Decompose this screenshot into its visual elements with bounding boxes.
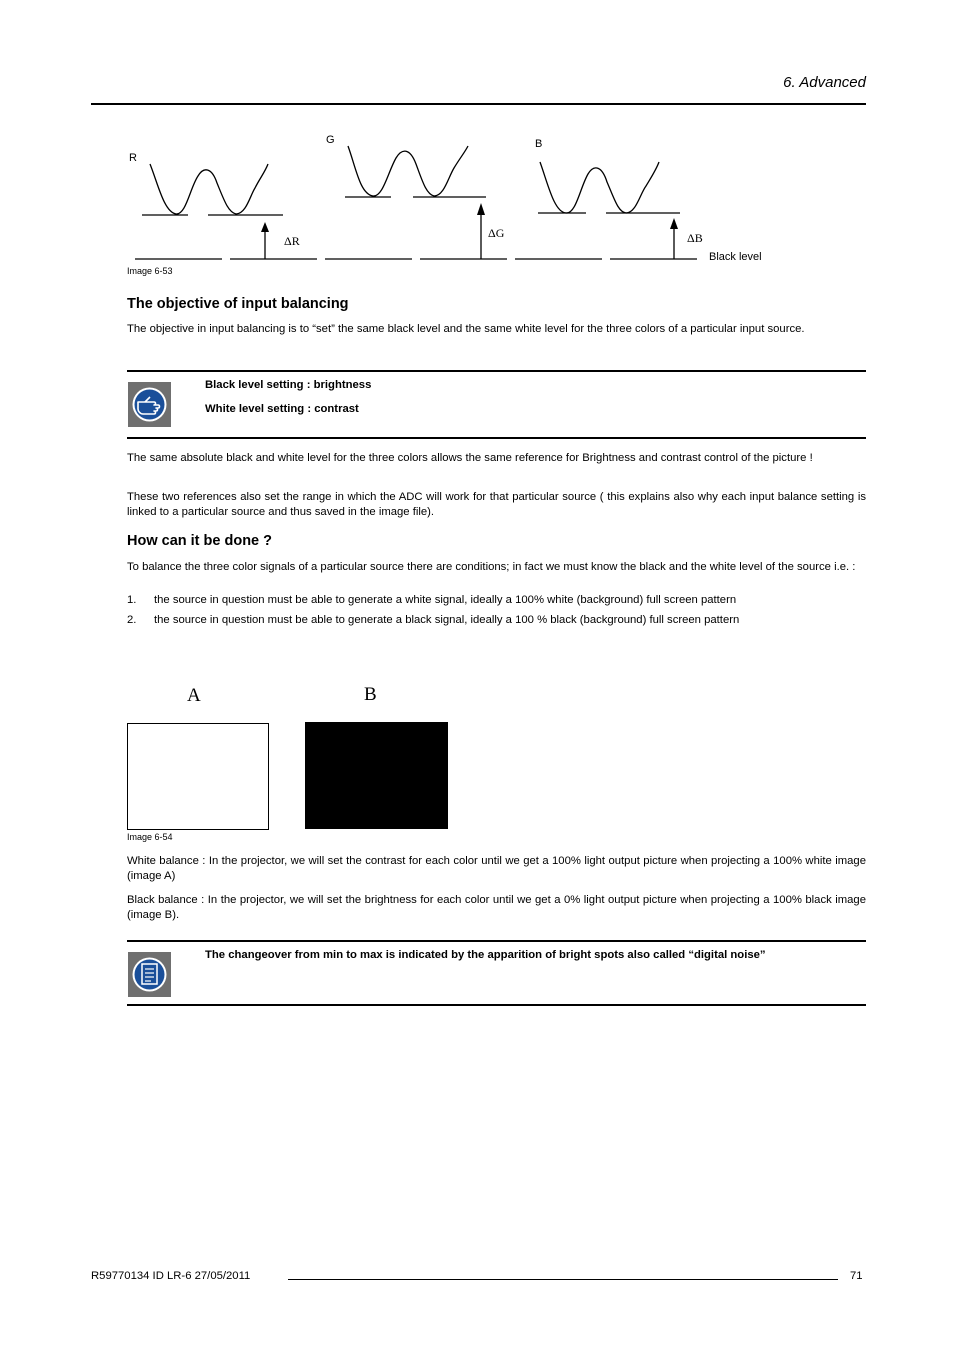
delta-r: ΔR bbox=[284, 234, 300, 248]
label-b: B bbox=[535, 138, 543, 150]
b-arrow-head bbox=[670, 218, 678, 229]
r-arrow-head bbox=[261, 222, 269, 232]
delta-g: ΔG bbox=[488, 226, 505, 240]
black-balance-text: Black balance : In the projector, we will set the brightness for each color until we get a 0% light output picture when projecting a 100% black image (image B). bbox=[127, 894, 866, 921]
rgb-level-diagram bbox=[120, 128, 800, 268]
section-heading: How can it be done ? bbox=[127, 533, 273, 549]
white-balance-text: White balance : In the projector, we will set the contrast for each color until we get a 100% light output picture when projecting a 100% white image (image A) bbox=[127, 855, 866, 882]
list-number: 2. bbox=[127, 614, 137, 626]
pointing-hand-icon bbox=[128, 382, 171, 427]
note-text: The changeover from min to max is indicated by the apparition of bright spots also called “digital noise” bbox=[205, 949, 766, 961]
label-b-pattern: B bbox=[364, 684, 377, 705]
tip-icon-box bbox=[128, 382, 171, 427]
page-number: 71 bbox=[850, 1270, 863, 1282]
header-rule bbox=[91, 103, 866, 105]
footer-rule bbox=[288, 1279, 838, 1280]
b-waveform-1 bbox=[540, 162, 659, 213]
label-g: G bbox=[326, 134, 335, 146]
list-item: the source in question must be able to generate a black signal, ideally a 100 % black (background) full screen pattern bbox=[154, 614, 740, 626]
white-pattern bbox=[127, 723, 269, 830]
tip-rule-top bbox=[127, 370, 866, 372]
figure-caption: Image 6-53 bbox=[127, 266, 173, 276]
figure-caption: Image 6-54 bbox=[127, 832, 173, 842]
black-pattern bbox=[305, 722, 448, 829]
note-rule-top bbox=[127, 940, 866, 942]
delta-b: ΔB bbox=[687, 231, 703, 245]
g-waveform-1 bbox=[348, 146, 468, 196]
chapter-title: 6. Advanced bbox=[783, 74, 866, 91]
note-rule-bottom bbox=[127, 1004, 866, 1006]
black-level-label: Black level bbox=[709, 251, 762, 263]
section-body: The objective in input balancing is to “set” the same black level and the same white level for the three colors of a particular input source. bbox=[127, 323, 805, 335]
label-r: R bbox=[129, 152, 137, 164]
paragraph: The same absolute black and white level for the three colors allows the same reference for Brightness and contrast control of the picture ! bbox=[127, 452, 813, 464]
section-heading: The objective of input balancing bbox=[127, 296, 349, 312]
g-arrow-head bbox=[477, 203, 485, 215]
note-icon-box bbox=[128, 952, 171, 997]
label-a: A bbox=[187, 685, 201, 706]
tip-line-white: White level setting : contrast bbox=[205, 403, 359, 415]
section-intro: To balance the three color signals of a particular source there are conditions; in fact we must know the black and the white level of the source i.e. : bbox=[127, 561, 856, 573]
paragraph: These two references also set the range in which the ADC will work for that particular source ( this explains also why each input balance setting is linked to a particular source and thus saved in the image file). bbox=[127, 491, 866, 518]
list-number: 1. bbox=[127, 594, 137, 606]
tip-rule-bottom bbox=[127, 437, 866, 439]
r-waveform-1 bbox=[150, 164, 268, 214]
list-item: the source in question must be able to generate a white signal, ideally a 100% white (background) full screen pattern bbox=[154, 594, 737, 606]
tip-line-black: Black level setting : brightness bbox=[205, 379, 372, 391]
footer-doc-id: R59770134 ID LR-6 27/05/2011 bbox=[91, 1270, 251, 1282]
document-icon bbox=[128, 952, 171, 997]
